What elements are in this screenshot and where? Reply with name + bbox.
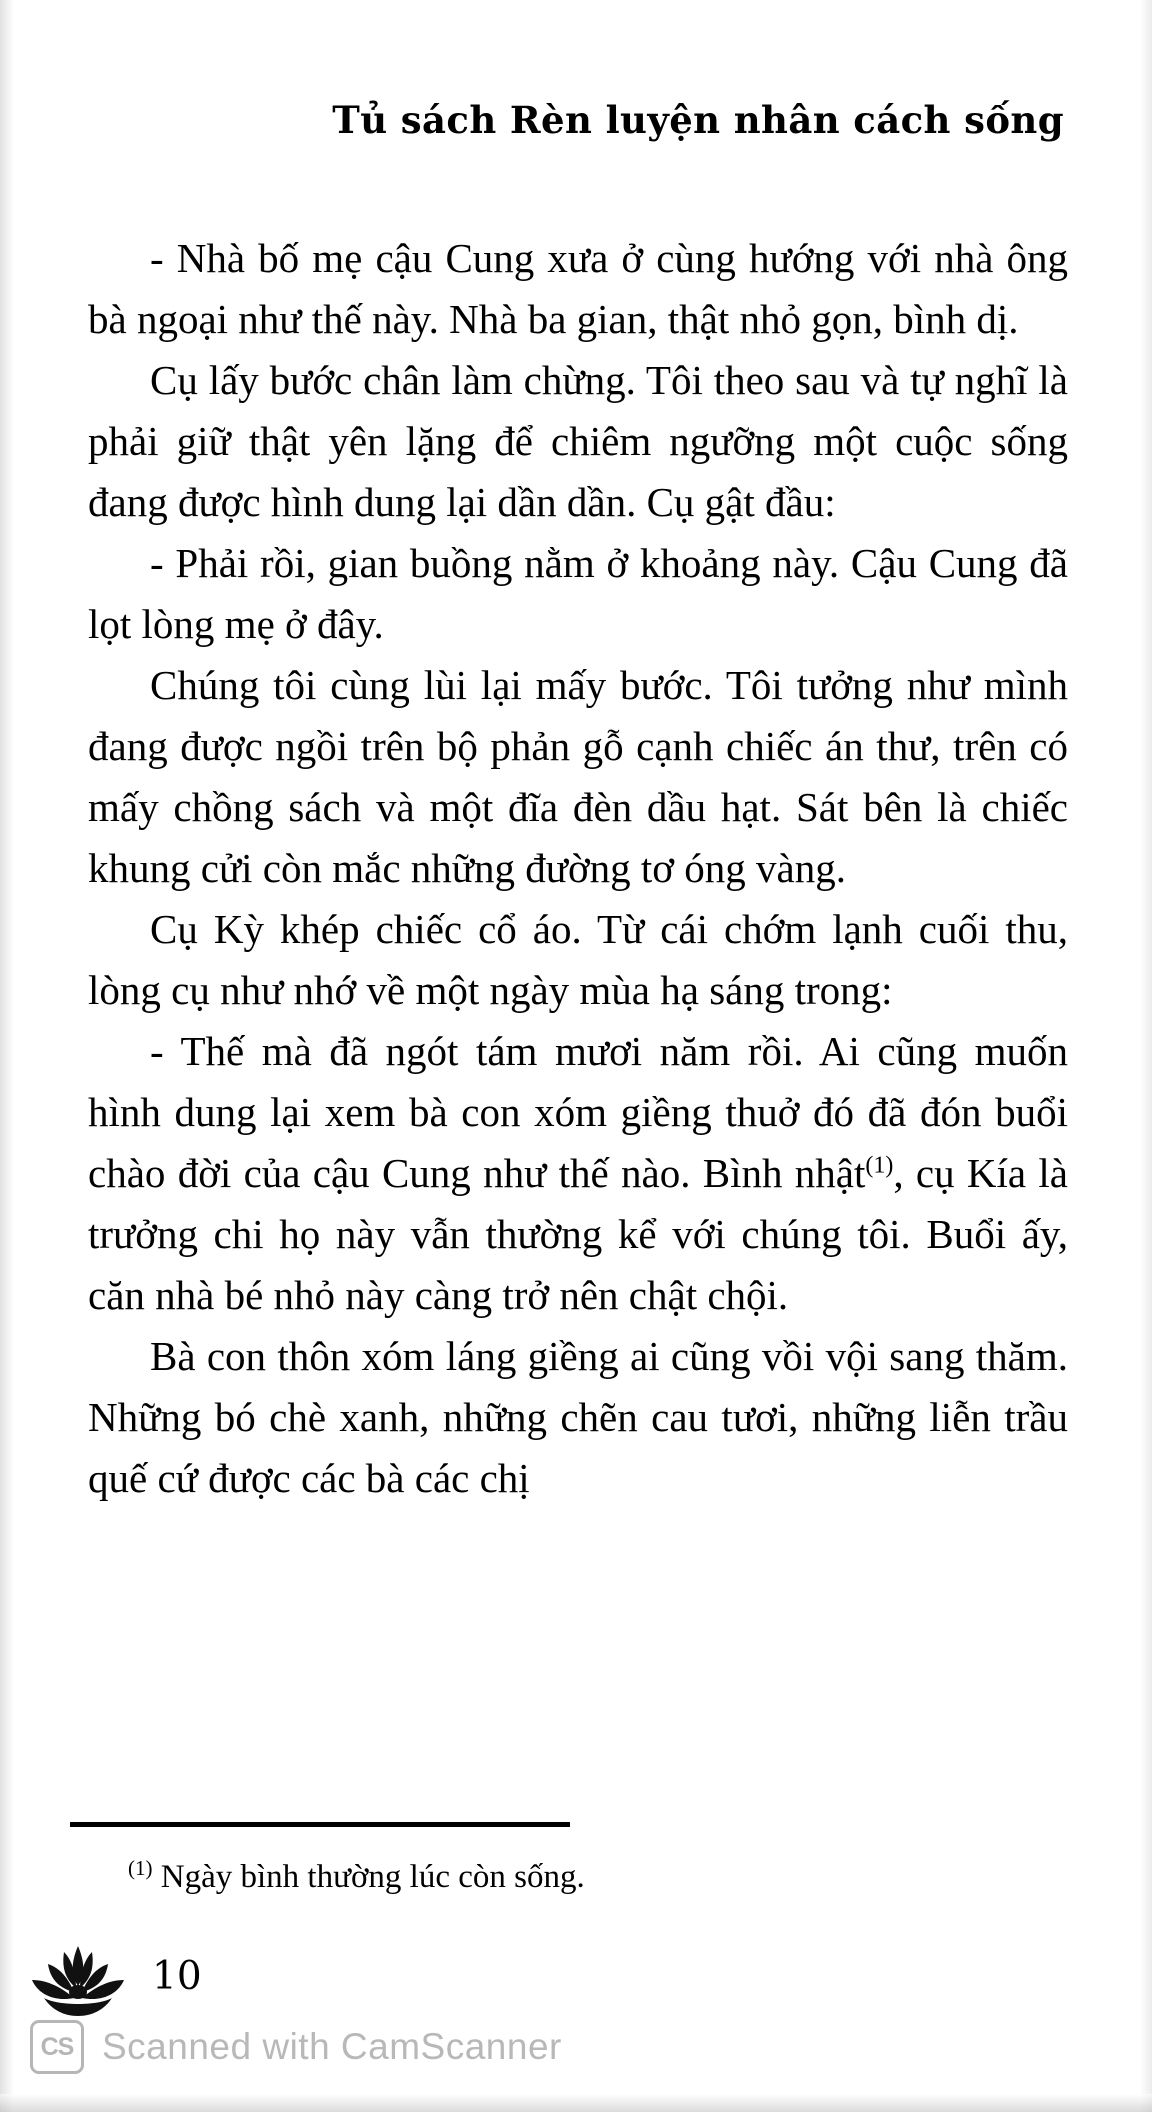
paragraph-footnote-lead: Bình nhật <box>702 1150 866 1196</box>
paragraph: - Phải rồi, gian buồng nằm ở khoảng này. Cậu Cung đã lọt lòng mẹ ở đây. <box>88 540 1068 647</box>
footnote <box>128 1855 1028 1899</box>
scan-edge-shadow-right <box>1140 0 1152 2112</box>
lotus-flower-icon <box>18 1930 138 2026</box>
paragraph-text: - Thế mà đã ngót tám mươi năm rồi. Ai cũng muốn hình dung lại xem bà con xóm giềng thuở đó đã đón buổi chào đời của cậu Cung như thế nào. <box>88 1028 1068 1196</box>
footnote-reference-marker: (1) <box>865 1152 894 1179</box>
scan-edge-shadow-left <box>0 0 14 2112</box>
camscanner-badge-icon: CS <box>30 2020 84 2074</box>
camscanner-watermark <box>30 2020 562 2074</box>
scan-edge-shadow-bottom <box>0 2094 1152 2112</box>
paragraph: Cụ Kỳ khép chiếc cổ áo. Từ cái chớm lạnh cuối thu, lòng cụ như nhớ về một ngày mùa hạ sáng trong: <box>88 906 1068 1013</box>
paragraph: - Nhà bố mẹ cậu Cung xưa ở cùng hướng với nhà ông bà ngoại như thế này. Nhà ba gian, thật nhỏ gọn, bình dị. <box>88 235 1068 342</box>
running-head: Tủ sách Rèn luyện nhân cách sống <box>332 98 1064 142</box>
paragraph: Cụ lấy bước chân làm chừng. Tôi theo sau và tự nghĩ là phải giữ thật yên lặng để chiêm ngưỡng một cuộc sống đang được hình dung lại dần dần. Cụ gật đầu: <box>88 357 1068 525</box>
footnote-separator-rule <box>70 1822 570 1827</box>
camscanner-watermark-text: Scanned with CamScanner <box>102 2026 562 2067</box>
paragraph <box>88 1021 1068 1326</box>
body-text <box>88 228 1068 1509</box>
paragraph: Chúng tôi cùng lùi lại mấy bước. Tôi tưởng như mình đang được ngồi trên bộ phản gỗ cạnh chiếc án thư, trên có mấy chồng sách và một đĩa đèn dầu hạt. Sát bên là chiếc khung cửi còn mắc những đường tơ óng vàng. <box>88 662 1068 891</box>
footnote-text: Ngày bình thường lúc còn sống. <box>152 1859 585 1895</box>
page-number: 10 <box>152 1954 202 1999</box>
paragraph-footnote-rest: , cụ Kía là trưởng chi họ này vẫn thường kể với chúng tôi. Buổi ấy, căn nhà bé nhỏ này càng trở nên chật chội. <box>88 1150 1069 1318</box>
paragraph: Bà con thôn xóm láng giềng ai cũng vồi vội sang thăm. Những bó chè xanh, những chẽn cau tươi, những liễn trầu quế cứ được các bà các chị <box>88 1333 1068 1501</box>
footnote-marker: (1) <box>128 1856 153 1880</box>
